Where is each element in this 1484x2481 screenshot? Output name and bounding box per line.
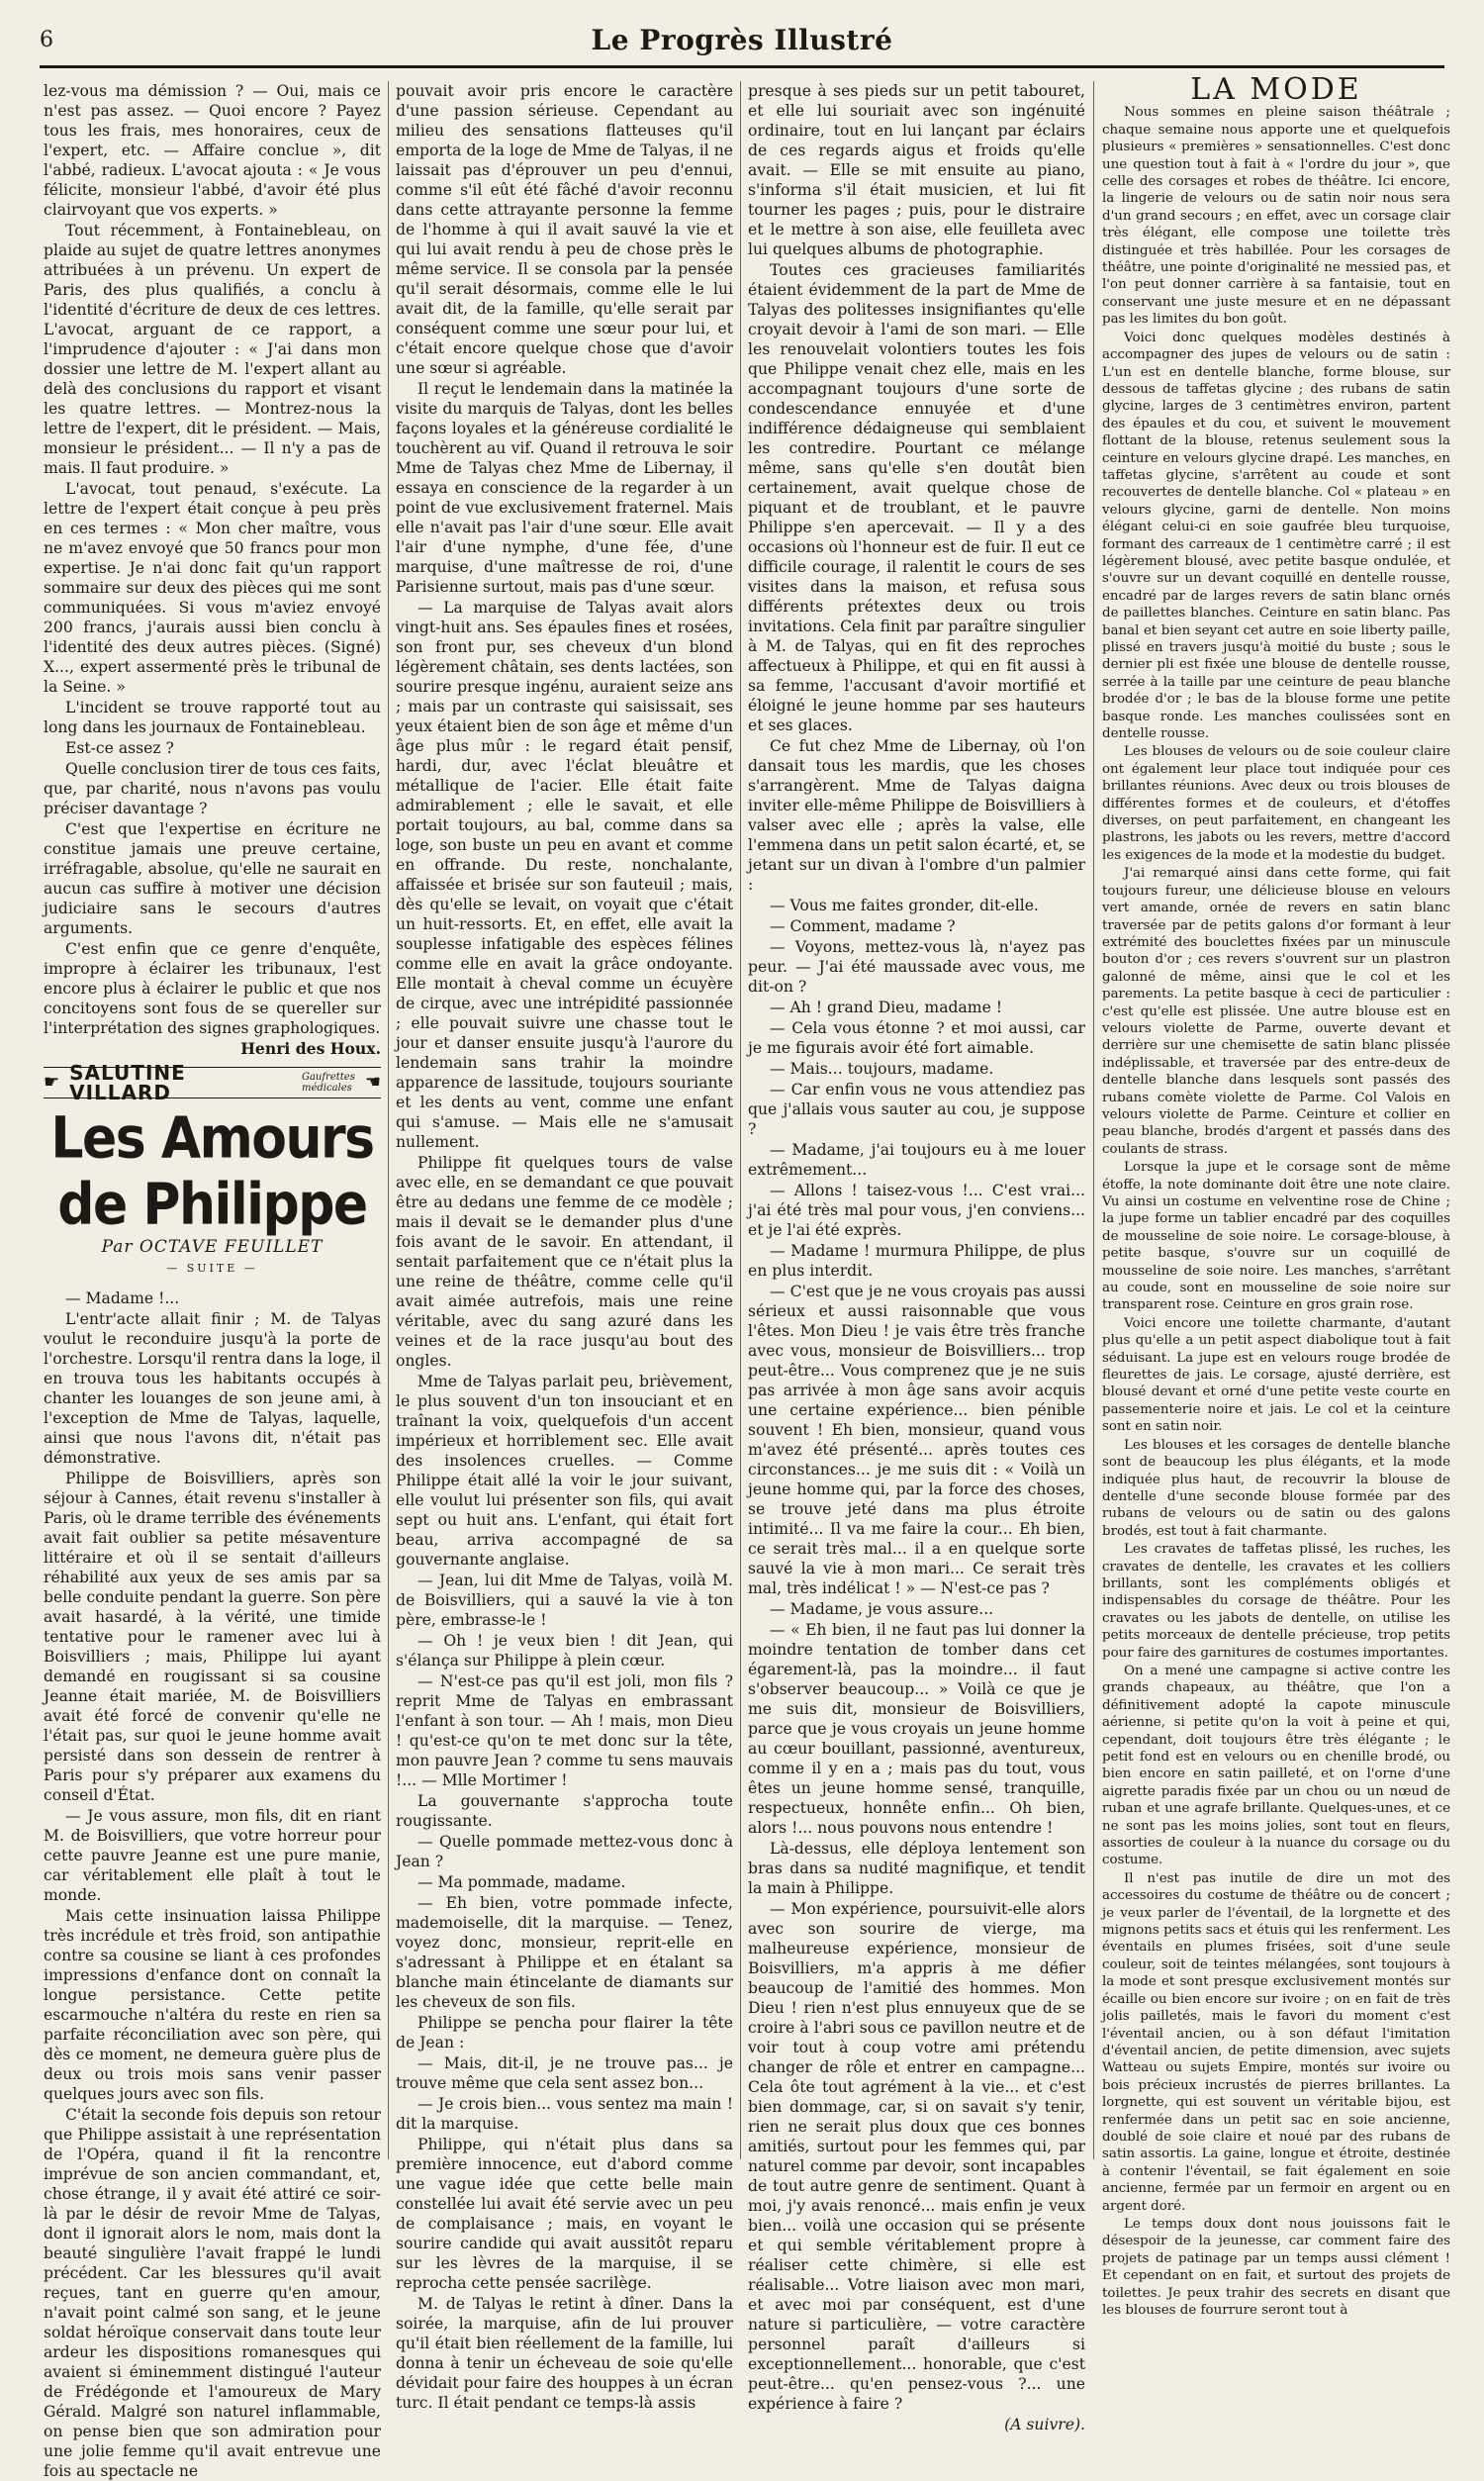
mode-paragraph: On a mené une campagne si active contre les grands chapeaux, au théâtre, que l'on a définitivement adopté la capote minuscule aérienne, si petite qu'on la voit à peine et qui, cependant, doit toujours être très élégante ; le petit fond est en velours ou en chenille brodé, ou bien encore en satin pailleté, et on l'orne d'une aigrette paradis fixée par un chou ou un nœud de ruban et une agrafe brillante. Quelques-unes, et ce ne sont pas les moins jolies, sont tout en fleurs, assorties de couleur à la nuance du corsage ou du costume. bbox=[1102, 1663, 1450, 1868]
serial-title: Les Amours de Philippe bbox=[50, 1104, 374, 1239]
serial-paragraph: Toutes ces gracieuses familiarités étaient évidemment de la part de Mme de Talyas des politesses insignifiantes qu'elle croyait devoir à l'ami de son mari. — Elle les renouvelait volontiers toutes les fois que Philippe venait chez elle, mais en les accompagnant toujours d'une sorte de condescendance ennuyée et d'une indifférence dédaigneuse qui semblaient les contredire. Pourtant ce mélange même, sans qu'elle s'en doutât bien certainement, avait quelque chose de piquant et de troublant, et le pauvre Philippe s'en apercevait. — Il y a des occasions où l'honneur est de fuir. Il eut ce difficile courage, il ralentit le cours de ses visites dans la maison, et refusa sous différents prétextes deux ou trois invitations. Cela finit par paraître singulier à M. de Talyas, qui en fit des reproches affectueux à Philippe, et qui en fit aussi à sa femme, l'accusant d'avoir mortifié et éloigné le jeune homme par ses hauteurs et ses glaces. bbox=[748, 261, 1085, 734]
column-1 bbox=[44, 81, 381, 2480]
column-2 bbox=[396, 81, 733, 2412]
serial-paragraph: — Comment, madame ? bbox=[770, 917, 956, 935]
serial-paragraph: C'était la seconde fois depuis son retour que Philippe assistait à une représentation de l'Opéra, quand il fit la rencontre imprévue de son ancien commandant, et, chose étrange, il y avait été attiré ce soir-là par le désir de revoir Mme de Talyas, dont il ignorait alors le nom, mais dont la beauté singulière l'avait frappé le lundi précédent. Car les blessures qu'il avait reçues, tant en guerre qu'en amour, n'avait point calmé son sang, et le jeune soldat héroïque conservait dans toute leur ardeur les dispositions romanesques qui avaient si éminemment distingué l'auteur de Frédégonde et l'amoureux de Mary Gérald. Malgré son naturel inflammable, on pense bien que son admiration pour une jolie femme qu'il avait entrevue une fois au spectacle ne bbox=[44, 2106, 381, 2480]
serial-author: Par OCTAVE FEUILLET bbox=[101, 1237, 324, 1257]
ad-brand: SALUTINE VILLARD bbox=[69, 1061, 186, 1104]
serial-paragraph: — Je vous assure, mon fils, dit en riant M. de Boisvilliers, que votre horreur pour cette pauvre Jeanne est une pure manie, car véritablement elle plaît à tout le monde. bbox=[44, 1807, 381, 1904]
serial-paragraph: Philippe de Boisvilliers, après son séjour à Cannes, était revenu s'installer à Paris, où le drame terrible des événements avait fait oublier sa petite mésaventure littéraire et où il se sentait d'ailleurs réhabilité aux yeux de ses amis par sa belle conduite pendant la guerre. Son père avait hasardé, à la vérité, une timide tentative pour le ramener avec lui à Boisvilliers ; mais, Philippe lui ayant demandé en rougissant si sa cousine Jeanne était mariée, M. de Boisvilliers avait été forcé de convenir qu'elle ne l'était pas, sur quoi le jeune homme avait persisté dans son dessein de rentrer à Paris pour s'y préparer aux examens du conseil d'État. bbox=[44, 1470, 381, 1804]
serial-paragraph: — Madame !... bbox=[65, 1289, 180, 1307]
serial-suite-label: — SUITE — bbox=[166, 1262, 258, 1275]
serial-paragraph: — Cela vous étonne ? et moi aussi, car je me figurais avoir été fort aimable. bbox=[748, 1019, 1085, 1057]
ad-subtitle bbox=[302, 1072, 355, 1094]
serial-paragraph: — Jean, lui dit Mme de Talyas, voilà M. de Boisvilliers, qui a sauvé la vie à ton père, embrasse-le ! bbox=[396, 1572, 733, 1629]
mode-paragraph: Lorsque la jupe et le corsage sont de même étoffe, la note dominante doit être une note claire. Vu ainsi un costume en velventine rose de Chine ; la jupe forme un tablier encadré par des coquilles de mousseline de soie noire. Le corsage-blouse, à petite basque, s'ouvre sur un coquillé de mousseline de soie noire. Les manches, s'arrêtant au coude, sont en mousseline de soie noire sur transparent rose. Ceinture en gros grain rose. bbox=[1102, 1160, 1450, 1313]
serial-paragraph: — Car enfin vous ne vous attendiez pas que j'allais vous sauter au cou, je suppose ? bbox=[748, 1081, 1085, 1138]
mode-paragraph: J'ai remarqué ainsi dans cette forme, qui fait toujours fureur, une délicieuse blouse en velours vert amande, ornée de revers en satin blanc traversée par de petits galons d'or formant à leur extrémité des bouclettes fixées par un minuscule bouton d'or ; ces revers s'ouvrent sur un plastron galonné de même, ainsi que le col et les parements. La petite basque à ceci de particulier : c'est qu'elle est plissée. Une autre blouse est en velours violette de Parme, ouverte devant et derrière sur une chemisette de satin blanc plissée indéplissable, et traversée par des entre-deux de dentelle blanche dans lesquels sont passés des rubans comète violette de Parme. Col Valois en velours violette de Parme. Ceinture et collier en peau blanche, brodés d'argent et passés dans des coulants de strass. bbox=[1102, 866, 1450, 1157]
page-header bbox=[40, 24, 1444, 63]
serial-paragraph: — C'est que je ne vous croyais pas aussi sérieux et aussi raisonnable que vous l'êtes. Mon Dieu ! je vais être très franche avec vous, monsieur de Boisvilliers... trop peut-être... Vous comprenez que je ne suis pas arrivée à mon âge sans avoir acquis une certaine expérience... bien pénible souvent ! Eh bien, monsieur, quand vous m'avez été présenté... après toutes ces circonstances... je me suis dit : « Voilà un jeune homme qui, par la force des choses, se trouve jeté dans ma plus étroite intimité... Il va me faire la cour... Eh bien, ce serait très mal... il a en quelque sorte sauvé la vie à mon mari... Ce serait très mal, très indélicat ! » — N'est-ce pas ? bbox=[748, 1283, 1085, 1597]
serial-paragraph: Philippe se pencha pour flairer la tête de Jean : bbox=[396, 2014, 733, 2052]
serial-paragraph: — Je crois bien... vous sentez ma main ! dit la marquise. bbox=[396, 2095, 733, 2133]
serial-paragraph: — Voyons, mettez-vous là, n'ayez pas peur. — J'ai été maussade avec vous, me dit-on ? bbox=[748, 938, 1085, 996]
serial-paragraph: presque à ses pieds sur un petit tabouret, et elle lui souriait avec son ingénuité ordinaire, tout en lui lançant par éclairs de ces regards aigus et froids qu'elle avait. — Elle se mit ensuite au piano, s'informa s'il était musicien, et lui fit tourner les pages ; puis, pour le distraire et le mettre à son aise, elle feuilleta avec lui quelques albums de photographie. bbox=[748, 82, 1085, 258]
serial-paragraph: — Mon expérience, poursuivit-elle alors avec son sourire de vierge, ma malheureuse expérience, monsieur de Boisvilliers, m'a appris à me défier beaucoup de l'amitié des hommes. Mon Dieu ! rien n'est plus ennuyeux que de se croire à l'abri sous ce pavillon neutre et de voir tout à coup votre ami prétendu changer de rôle et entrer en campagne... Cela ôte tout agrément à la vie... et c'est bien dommage, car, si on savait s'y tenir, rien ne serait plus doux que ces bonnes amitiés, surtout pour les femmes qui, par naturel comme par devoir, sont incapables de tout autre genre de sentiment. Quant à moi, j'y avais renoncé... mais enfin je veux bien... voilà une occasion qui se présente et qui semble véritablement propre à réaliser cette chimère, si elle est réalisable... Votre liaison avec mon mari, et avec moi par conséquent, est d'une nature si particulière, — votre caractère personnel paraît d'ailleurs si exceptionnellement... honorable, que c'est peut-être... qu'en pensez-vous ?... une expérience à faire ? bbox=[748, 1900, 1085, 2413]
article-paragraph: Quelle conclusion tirer de tous ces faits, que, par charité, nous n'avons pas voulu préciser davantage ? bbox=[44, 760, 381, 817]
serial-paragraph: Mais cette insinuation laissa Philippe très incrédule et très froid, son antipathie contre sa cousine se liant à ces profondes impressions d'enfance dont on connaît la longue persistance. Cette petite escarmouche n'altéra du reste en rien sa parfaite réconciliation avec son père, qui dès ce moment, ne demeura guère plus de deux ou trois mois sans venir passer quelques jours avec son fils. bbox=[44, 1907, 381, 2103]
serial-paragraph: — Madame ! murmura Philippe, de plus en plus interdit. bbox=[748, 1242, 1085, 1280]
serial-paragraph: — Oh ! je veux bien ! dit Jean, qui s'élança sur Philippe à plein cœur. bbox=[396, 1632, 733, 1670]
mode-paragraph: Les blouses et les corsages de dentelle blanche sont de beaucoup les plus élégants, et la mode indiquée plus haut, de recouvrir la blouse de dentelle d'une seconde blouse formée par des rubans de velours ou de satin ou des galons brodés, est tout à fait charmante. bbox=[1102, 1437, 1450, 1539]
mode-paragraph: Il n'est pas inutile de dire un mot des accessoires du costume de théâtre ou de concert ; je veux parler de l'éventail, de la lorgnette et des mignons petits sacs et étuis qui les renferment. Les éventails en plumes frisées, soit d'une seule couleur, soit de teintes mélangées, sont toujours à la mode et sont presque exclusivement montés sur écaille ou bien encore sur ivoire ; on en fait de très jolis pailletés, mais le favori du moment c'est l'éventail ancien, ou à son défaut l'imitation d'éventail ancien, de petite dimension, avec sujets Watteau ou sujets Empire, montés sur ivoire ou bois précieux incrustés de pierres brillantes. La lorgnette, qui est souvent un véritable bijou, est renfermée dans un petit sac en soie ancienne, doublé de soie claire et noué par des rubans de satin assortis. La gaine, longue et étroite, destinée à contenir l'éventail, se fait également en soie ancienne, fermée par un fermoir en argent ou en argent doré. bbox=[1102, 1870, 1450, 2214]
serial-paragraph: pouvait avoir pris encore le caractère d'une passion sérieuse. Cependant au milieu des sensations flatteuses qu'il emporta de la loge de Mme de Talyas, il ne laissait pas d'éprouver un peu d'ennui, comme s'il eût été fâché d'avoir reconnu dans cette attrayante personne la femme de l'homme à qui il avait sauvé la vie et qui lui avait rendu à peu de chose près le même service. Il se consola par la pensée qu'il serait désormais, comme elle le lui avait dit, de la famille, qu'elle serait par conséquent comme une sœur pour lui, et c'était encore quelque chose que d'avoir une sœur si agréable. bbox=[396, 82, 733, 377]
serial-paragraph: Mme de Talyas parlait peu, brièvement, le plus souvent d'un ton insouciant et en traînant la voix, quelquefois d'un accent impérieux et horriblement sec. Elle avait des insolences cruelles. — Comme Philippe était allé la voir le jour suivant, elle voulut lui présenter son fils, qui avait sept ou huit ans. L'enfant, qui était fort beau, arriva accompagné de sa gouvernante anglaise. bbox=[396, 1373, 733, 1569]
serial-continued-label: (A suivre). bbox=[1004, 2416, 1085, 2433]
article-paragraph: C'est que l'expertise en écriture ne constitue jamais une preuve certaine, irréfragable, absolue, qu'elle ne saurait en aucun cas suffire à motiver une décision judiciaire sans le secours d'autres arguments. bbox=[44, 820, 381, 937]
ad-subtitle-line: Gaufrettes bbox=[301, 1072, 355, 1083]
mode-section-title: LA MODE bbox=[1190, 72, 1362, 107]
serial-paragraph: — La marquise de Talyas avait alors vingt-huit ans. Ses épaules fines et rosées, son front pur, ses cheveux d'un blond légèrement châtain, ses dents lactées, son sourire presque ingénu, auraient seize ans ; mais par un contraste qui saisissait, ses yeux étaient bien de son âge et même d'un âge plus mûr : le regard était pensif, hardi, dur, avec l'éclat bleuâtre et métallique de l'acier. Elle était faite admirablement ; elle le savait, et elle portait toujours, au bal, comme dans sa loge, son buste un peu en avant et comme en offrande. Du reste, nonchalante, affaissée et brisée sur son fauteuil ; mais, dès qu'elle se levait, on voyait que c'était un huit-ressorts. Et, en effet, elle avait la souplesse infatigable des espèces félines comme elle en avait la grâce ondoyante. Elle montait à cheval comme un écuyère de cirque, avec une intrépidité passionnée ; elle pouvait suivre une chasse tout le jour et danser ensuite jusqu'à l'aurore du lendemain sans trahir la moindre apparence de lassitude, toujours souriante et les dents au vent, comme une enfant qui s'amuse. — Mais elle ne s'amusait nullement. bbox=[396, 599, 733, 1151]
ad-banner bbox=[44, 1061, 381, 1104]
header-rule bbox=[40, 65, 1444, 68]
column-divider bbox=[1093, 81, 1094, 2159]
serial-paragraph: — Quelle pommade mettez-vous donc à Jean ? bbox=[396, 1833, 733, 1870]
article-paragraph: L'avocat, tout penaud, s'exécute. La lettre de l'expert était conçue à peu près en ces termes : « Mon cher maître, vous ne m'avez envoyé que 50 francs pour mon expertise. Je n'ai donc fait qu'un rapport sommaire sur deux des pièces qui me sont communiquées. Si vous m'aviez envoyé 200 francs, j'aurais aussi bien conclu à l'identité des deux autres pièces. (Signé) X..., expert assermenté près le tribunal de la Seine. » bbox=[44, 480, 381, 696]
serial-paragraph: La gouvernante s'approcha toute rougissante. bbox=[396, 1792, 733, 1830]
serial-paragraph: — Madame, je vous assure... bbox=[770, 1600, 994, 1618]
mode-paragraph: Voici encore une toilette charmante, d'autant plus qu'elle a un petit aspect diabolique tout à fait séduisant. La jupe est en velours rouge brodée de fleurettes de jais. Le corsage, ajusté derrière, est blousé devant et orné d'une petite veste courte en passementerie noire et jais. Le col et la ceinture sont en satin noir. bbox=[1102, 1315, 1450, 1435]
serial-paragraph: — N'est-ce pas qu'il est joli, mon fils ? reprit Mme de Talyas en embrassant l'enfant à son tour. — Ah ! mais, mon Dieu ! qu'est-ce qu'on te met donc sur la tête, mon pauvre Jean ? comme tu sens mauvais !... — Mlle Mortimer ! bbox=[396, 1672, 733, 1789]
column-divider bbox=[388, 81, 389, 2159]
serial-paragraph: — Vous me faites gronder, dit-elle. bbox=[770, 897, 1039, 914]
article-paragraph: Tout récemment, à Fontainebleau, on plaide au sujet de quatre lettres anonymes attribuées à un prévenu. Un expert de Paris, des plus qualifiés, a conclu à l'identité d'écriture de deux de ces lettres. L'avocat, arguant de ce rapport, a l'imprudence d'ajouter : « J'ai dans mon dossier une lettre de M. l'expert allant au delà des conclusions du rapport et visant les quatre lettres. — Montrez-nous la lettre de l'expert, dit le président. — Mais, monsieur le président... — Il n'y a pas de mais. Il faut produire. » bbox=[44, 222, 381, 477]
pointing-hand-icon: ☛ bbox=[44, 1072, 60, 1093]
article-paragraph: L'incident se trouve rapporté tout au long dans les journaux de Fontainebleau. bbox=[44, 699, 381, 736]
serial-paragraph: — Mais, dit-il, je ne trouve pas... je trouve même que cela sent assez bon... bbox=[396, 2054, 733, 2092]
serial-paragraph: L'entr'acte allait finir ; M. de Talyas voulut le reconduire jusqu'à la porte de l'orchestre. Lorsqu'il rentra dans la loge, il en trouva tous les habitants occupés à chanter les louanges de son jeune ami, à l'exception de Mme de Talyas, laquelle, ainsi que nous l'avons dit, n'était pas démonstrative. bbox=[44, 1310, 381, 1467]
mode-paragraph: Les cravates de taffetas plissé, les ruches, les cravates de dentelle, les cravates et les colliers brillants, sont les compléments obligés et indispensables du corsage de théâtre. Pour les cravates ou les jabots de dentelle, on utilise les petits morceaux de dentelle précieuse, trop petits pour faire des garnitures de costumes importantes. bbox=[1102, 1542, 1450, 1661]
article-paragraph: C'est enfin que ce genre d'enquête, impropre à éclairer les tribunaux, l'est encore plus à éclairer le public et que nos concitoyens sont fous de se quereller sur l'interprétation des signes graphologiques. bbox=[44, 940, 381, 1037]
serial-paragraph: — Eh bien, votre pommade infecte, mademoiselle, dit la marquise. — Tenez, voyez donc, monsieur, reprit-elle en s'adressant à Philippe et en étalant sa blanche main étincelante de diamants sur les cheveux de son fils. bbox=[396, 1894, 733, 2011]
serial-paragraph: Il reçut le lendemain dans la matinée la visite du marquis de Talyas, dont les belles façons loyales et la généreuse cordialité le touchèrent au vif. Quand il retrouva le soir Mme de Talyas chez Mme de Libernay, il essaya en conscience de la regarder à un point de vue exclusivement fraternel. Mais elle n'avait pas l'air d'une sœur. Elle avait l'air d'une nymphe, d'une fée, d'une marquise, d'une maîtresse de roi, d'une Parisienne surtout, mais pas d'une sœur. bbox=[396, 380, 733, 596]
serial-paragraph: — Madame, j'ai toujours eu à me louer extrêmement... bbox=[748, 1141, 1085, 1179]
mode-paragraph: Nous sommes en pleine saison théâtrale ; chaque semaine nous apporte une et quelquefois plusieurs « premières » sensationnelles. C'est donc une question tout à fait à « l'ordre du jour », que celle des corsages et robes de théâtre. Ici encore, la lingerie de velours ou de satin noir nous sera d'un grand secours ; en effet, avec un corsage clair très élégant, elle compose une toilette très distinguée et très habillée. Pour les corsages de théâtre, une pointe d'originalité ne messied pas, et l'on peut donner carrière à sa fantaisie, tout en conservant une juste mesure et en ne dépassant pas les limites du bon goût. bbox=[1102, 105, 1450, 328]
serial-paragraph: Philippe fit quelques tours de valse avec elle, en se demandant ce que pouvait être au dedans une femme de ce modèle ; mais il devait se le demander plus d'une fois avant de le savoir. En attendant, il sentait parfaitement que ce n'était plus la une reine de théâtre, comme celle qu'il avait aimée autrefois, mais une reine véritable, avec du sang azuré dans les veines et de la race jusqu'au bout des ongles. bbox=[396, 1154, 733, 1370]
ad-subtitle-line: médicales bbox=[301, 1083, 352, 1094]
serial-paragraph: Là-dessus, elle déploya lentement son bras dans sa nudité magnifique, et tendit la main à Philippe. bbox=[748, 1840, 1085, 1897]
article-paragraph: lez-vous ma démission ? — Oui, mais ce n'est pas assez. — Quoi encore ? Payez tous les frais, mes honoraires, ceux de l'expert, etc. — Affaire conclue », dit l'abbé, radieux. L'avocat ajouta : « Je vous félicite, monsieur l'abbé, d'avoir été plus clairvoyant que vos experts. » bbox=[44, 82, 381, 219]
column-3 bbox=[748, 81, 1085, 2433]
serial-paragraph: Philippe, qui n'était plus dans sa première innocence, eut d'abord comme une vague idée que cette belle main constellée lui avait été servie avec un peu de complaisance ; mais, en voyant le sourire candide qui avait aussitôt reparu sur les lèvres de la marquise, il se reprocha cette pensée sacrilège. bbox=[396, 2136, 733, 2292]
serial-paragraph: Ce fut chez Mme de Libernay, où l'on dansait tous les mardis, que les choses s'arrangèrent. Mme de Talyas daigna inviter elle-même Philippe de Boisvilliers à valser avec elle ; après la valse, elle l'emmena dans un petit salon écarté, et, se jetant sur un divan à l'ombre d'un palmier : bbox=[748, 737, 1085, 894]
serial-paragraph: — Mais... toujours, madame. bbox=[770, 1060, 994, 1078]
serial-paragraph: — Ah ! grand Dieu, madame ! bbox=[770, 999, 1003, 1016]
mode-paragraph: Les blouses de velours ou de soie couleur claire ont également leur place tout indiquée pour ces brillantes réunions. Avec deux ou trois blouses de différentes formes et de couleurs, et d'étoffes diverses, on peut parfaitement, en changeant les plastrons, les jabots ou les revers, mettre d'accord les exigences de la mode et la modestie du budget. bbox=[1102, 744, 1450, 863]
masthead: Le Progrès Illustré bbox=[591, 24, 893, 56]
serial-paragraph: — « Eh bien, il ne faut pas lui donner la moindre tentation de tomber dans cet égarement-là, pas la moindre... il faut s'observer beaucoup... » Voilà ce que je me suis dit, monsieur de Boisvilliers, parce que je vous croyais un jeune homme au cœur bouillant, passionné, aventureux, comme il y en a ; mais pas du tout, vous êtes un jeune homme sensé, tranquille, respectueux, honnête enfin... Oh bien, alors !... nous pouvons nous entendre ! bbox=[748, 1621, 1085, 1837]
column-4 bbox=[1102, 72, 1450, 2318]
serial-paragraph: — Allons ! taisez-vous !... C'est vrai... j'ai été très mal pour vous, j'en conviens... et je l'ai été exprès. bbox=[748, 1182, 1085, 1239]
article-author: Henri des Houx. bbox=[240, 1039, 381, 1058]
column-divider bbox=[740, 81, 741, 2159]
article-paragraph: Est-ce assez ? bbox=[65, 739, 174, 757]
mode-paragraph: Voici donc quelques modèles destinés à accompagner des jupes de velours ou de satin : L'un est en dentelle blanche, forme blouse, sur dessous de taffetas glycine ; des rubans de satin glycine, larges de 3 centimètres environ, partent des épaules et du cou, et suivent le mouvement flottant de la blouse, retenus seulement sous la ceinture en velours glycine drapé. Les manches, en taffetas glycine, s'arrêtent au coude et sont recouvertes de dentelle blanche. Col « plateau » en velours glycine, garni de dentelle. Non moins élégant celui-ci en soie gaufrée bleu turquoise, formant des carreaux de 1 centimètre carré ; il est légèrement blousé, avec petite basque ondulée, et s'ouvre sur un devant coquillé en dentelle rousse, encadré par de larges revers de satin blanc ornés de paillettes blanches. Ceinture en satin blanc. Pas banal et bien seyant cet autre en soie liberty paille, plissé en travers jusqu'à moitié du buste ; sous le dernier pli est fixée une blouse de dentelle rousse, serrée à la taille par une ceinture de peau blanche brodée d'or ; le bas de la blouse forme une petite basque ronde. Les manches coulissées sont en dentelle rousse. bbox=[1102, 330, 1450, 742]
serial-paragraph: M. de Talyas le retint à dîner. Dans la soirée, la marquise, afin de lui prouver qu'il était bien réellement de la famille, lui donna à tenir un écheveau de soie qu'elle dévidait pour faire des houppes à un écran turc. Il était pendant ce temps-là assis bbox=[396, 2295, 733, 2412]
pointing-hand-icon: ☚ bbox=[364, 1072, 381, 1093]
serial-paragraph: — Ma pommade, madame. bbox=[417, 1873, 626, 1891]
mode-paragraph: Le temps doux dont nous jouissons fait le désespoir de la jeunesse, car comment faire des projets de patinage par un temps aussi clément ! Et cependant on en fait, et surtout des projets de toilettes. Je peux trahir des secrets en disant que les blouses de fourrure seront tout à bbox=[1102, 2216, 1450, 2318]
page-number: 6 bbox=[40, 28, 53, 52]
